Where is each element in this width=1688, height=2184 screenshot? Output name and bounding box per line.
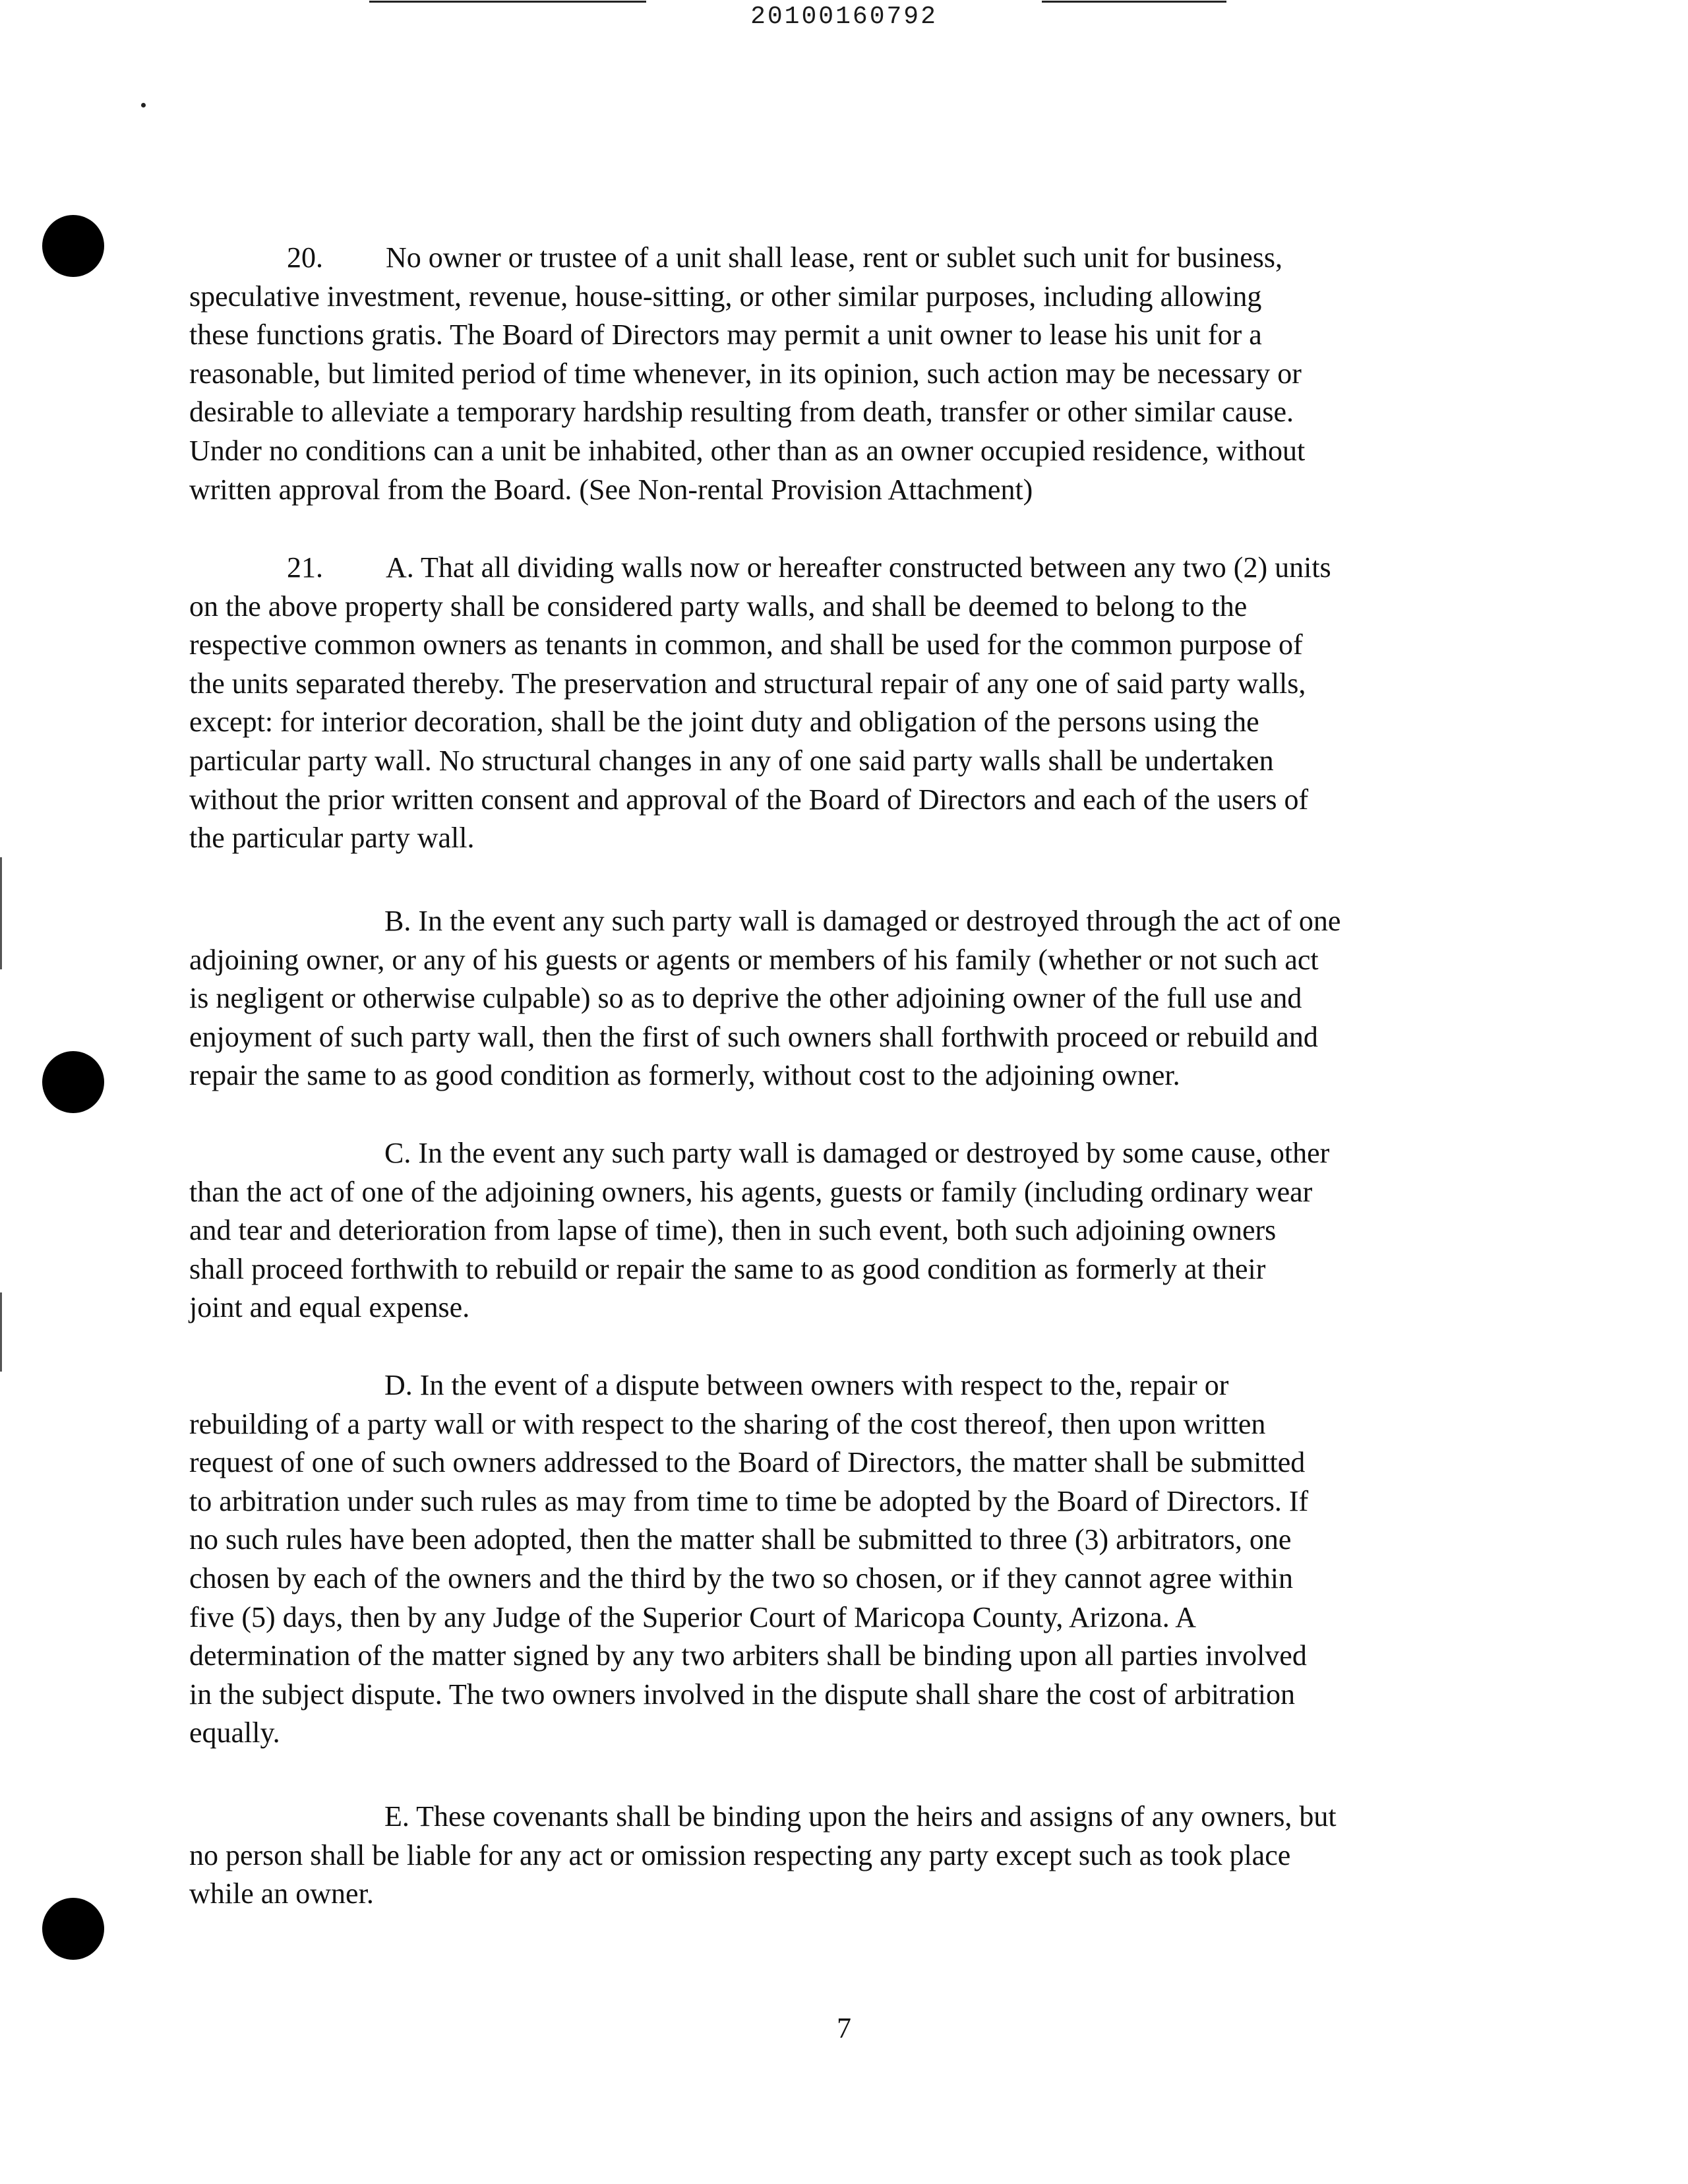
text-line: and tear and deterioration from lapse of time), then in such event, both such adjoining owners [189, 1214, 1277, 1247]
text-line: the particular party wall. [189, 822, 475, 855]
section-21c [189, 1134, 1508, 1327]
text-line: except: for interior decoration, shall be the joint duty and obligation of the persons using the [189, 706, 1259, 739]
text-line: no such rules have been adopted, then the matter shall be submitted to three (3) arbitrators, one [189, 1523, 1292, 1556]
text-line: adjoining owner, or any of his guests or agents or members of his family (whether or not such act [189, 943, 1319, 976]
text-line: no person shall be liable for any act or omission respecting any party except such as took place [189, 1838, 1291, 1871]
text-line: reasonable, but limited period of time whenever, in its opinion, such action may be necessary or [189, 357, 1302, 390]
text-line: while an owner. [189, 1877, 374, 1910]
text-line: written approval from the Board. (See Non-rental Provision Attachment) [189, 473, 1033, 506]
edge-mark [0, 1292, 2, 1372]
text-line: to arbitration under such rules as may from time to time be adopted by the Board of Directors. If [189, 1484, 1309, 1517]
edge-mark [0, 857, 2, 969]
text-line: D. In the event of a dispute between owners with respect to the, repair or [384, 1369, 1229, 1401]
punch-hole-bottom [42, 1898, 104, 1960]
text-line: equally. [189, 1716, 280, 1749]
text-line: E. These covenants shall be binding upon the heirs and assigns of any owners, but [384, 1800, 1337, 1833]
text-line: than the act of one of the adjoining owners, his agents, guests or family (including ordinary wear [189, 1175, 1313, 1208]
text-line: is negligent or otherwise culpable) so as to deprive the other adjoining owner of the full use and [189, 982, 1302, 1015]
punch-hole-middle [42, 1051, 104, 1113]
document-number: 20100160792 [750, 3, 938, 31]
text-line: enjoyment of such party wall, then the first of such owners shall forthwith proceed or rebuild and [189, 1020, 1318, 1053]
text-line: speculative investment, revenue, house-sitting, or other similar purposes, including allowing [189, 280, 1262, 313]
text-line: the units separated thereby. The preservation and structural repair of any one of said party walls, [189, 667, 1306, 700]
text-line: desirable to alleviate a temporary hardship resulting from death, transfer or other similar cause. [189, 396, 1294, 429]
text-line: these functions gratis. The Board of Directors may permit a unit owner to lease his unit for a [189, 318, 1262, 351]
scan-speck [141, 103, 146, 107]
section-21a [189, 549, 1508, 858]
text-line: No owner or trustee of a unit shall lease, rent or sublet such unit for business, [386, 241, 1283, 274]
text-line: request of one of such owners addressed to the Board of Directors, the matter shall be submitted [189, 1446, 1306, 1479]
text-line: particular party wall. No structural changes in any of one said party walls shall be undertaken [189, 744, 1274, 777]
section-number: 21. [287, 551, 323, 584]
text-line: five (5) days, then by any Judge of the Superior Court of Maricopa County, Arizona. A [189, 1600, 1197, 1633]
text-line: A. That all dividing walls now or hereafter constructed between any two (2) units [386, 551, 1331, 584]
text-line: C. In the event any such party wall is damaged or destroyed by some cause, other [384, 1137, 1330, 1169]
text-line: in the subject dispute. The two owners involved in the dispute shall share the cost of arbitration [189, 1678, 1295, 1711]
page-number: 7 [837, 2012, 851, 2044]
text-line: chosen by each of the owners and the third by the two so chosen, or if they cannot agree within [189, 1562, 1293, 1594]
text-line: without the prior written consent and approval of the Board of Directors and each of the users of [189, 783, 1309, 816]
section-number: 20. [287, 241, 323, 274]
text-line: on the above property shall be considered party walls, and shall be deemed to belong to the [189, 590, 1248, 622]
section-20 [189, 239, 1508, 509]
text-line: joint and equal expense. [189, 1291, 470, 1324]
text-line: respective common owners as tenants in common, and shall be used for the common purpose of [189, 628, 1303, 661]
section-21b [189, 902, 1508, 1095]
section-21d [189, 1366, 1508, 1753]
text-line: B. In the event any such party wall is damaged or destroyed through the act of one [384, 905, 1341, 937]
text-line: rebuilding of a party wall or with respect to the sharing of the cost thereof, then upon written [189, 1407, 1266, 1440]
text-line: shall proceed forthwith to rebuild or repair the same to as good condition as formerly at their [189, 1252, 1266, 1285]
text-line: Under no conditions can a unit be inhabited, other than as an owner occupied residence, without [189, 434, 1306, 467]
punch-hole-top [42, 215, 104, 277]
text-line: determination of the matter signed by any two arbiters shall be binding upon all parties involved [189, 1639, 1307, 1672]
section-21e [189, 1798, 1508, 1914]
text-line: repair the same to as good condition as formerly, without cost to the adjoining owner. [189, 1059, 1180, 1092]
